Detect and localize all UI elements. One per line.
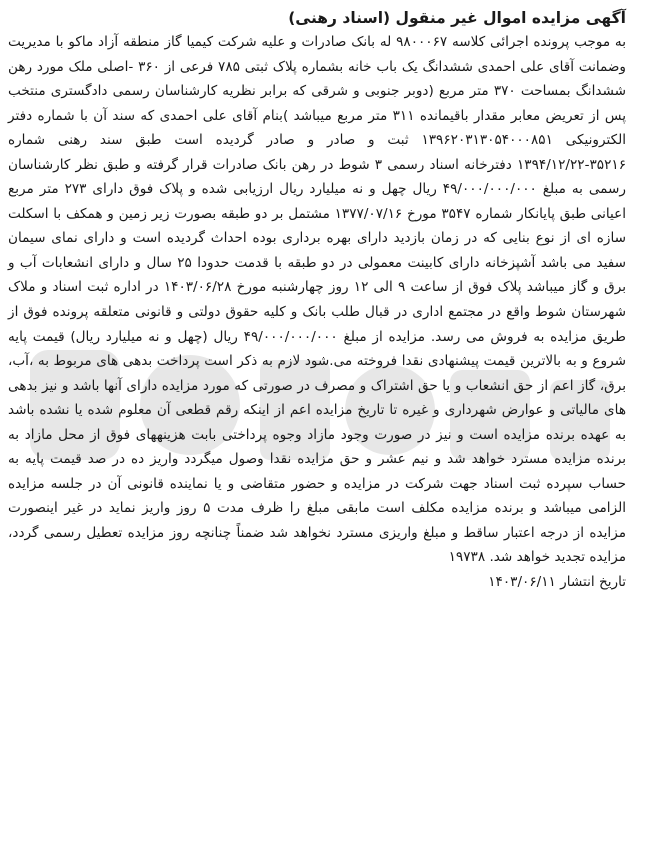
notice-body: به موجب پرونده اجرائی کلاسه ۹۸۰۰۰۶۷ له بانک صادرات و علیه شرکت کیمیا گاز منطقه آزاد ماکو با مدیریت وضمانت آقای علی احمدی ششدانگ یک باب خانه بشماره پلاک ثبتی ۷۸۵ فرعی از ۳۶۰ -اصلی ملک مورد رهن ششدانگ بمساحت ۳۷۰ متر مربع (دوبر جنوبی و شرقی که برابر نظریه کارشناسان رسمی دادگستری منتخب پس از تعریض معابر مقدار باقیمانده ۳۱۱ متر مربع میباشد )بنام آقای علی احمدی که سند آن با شماره دفتر الکترونیکی ۱۳۹۶۲۰۳۱۳۰۵۴۰۰۰۸۵۱ ثبت و صادر و صادر گردیده است طبق سند رهنی شماره ۳۵۲۱۶-۱۳۹۴/۱۲/۲۲ دفترخانه اسناد رسمی ۳ شوط در رهن بانک صادرات قرار گرفته و طبق نظر کارشناسان رسمی به مبلغ ۴۹/۰۰۰/۰۰۰/۰۰۰ ریال چهل و نه میلیارد ریال ارزیابی شده و پلاک فوق دارای ۲۷۳ متر مربع اعیانی طبق پایانکار شماره ۳۵۴۷ مورخ ۱۳۷۷/۰۷/۱۶ مشتمل بر دو طبقه بصورت زیر زمین و همکف با اسکلت سازه ای از نوع بنایی که در زمان بازدید دارای بهره برداری بوده احداث گردیده است و دارای نمای سیمان سفید می باشد آشپزخانه دارای کابینت معمولی در دو طبقه با قدمت حدودا ۲۵ سال و دارای انشعابات آب و برق و گاز میباشد پلاک فوق از ساعت ۹ الی ۱۲ روز چهارشنبه مورخ ۱۴۰۳/۰۶/۲۸ در اداره ثبت اسناد و ملاک شهرستان شوط واقع در مجتمع اداری در قبال طلب بانک و کلیه حقوق دولتی و قانونی متعلقه پرونده فوق از طریق مزایده به فروش می رسد. مزایده از مبلغ ۴۹/۰۰۰/۰۰۰/۰۰۰ ریال (چهل و نه میلیارد ریال) قیمت پایه شروع و به بالاترین قیمت پیشنهادی نقدا فروخته می.شود لازم به ذکر است پرداخت بدهی های مربوط به ،آب، برق، گاز اعم از حق انشعاب و یا حق اشتراک و مصرف در صورتی که مورد مزایده دارای آنها باشد و نیز بدهی های مالیاتی و عوارض شهرداری و غیره تا تاریخ مزایده اعم از اینکه رقم قطعی آن معلوم شده یا نشده باشد به عهده برنده مزایده است و نیز در صورت وجود مازاد وجوه پرداختی بابت هزینههای فوق از محل مازاد به برنده مزایده مسترد خواهد شد و نیم عشر و حق مزایده نقدا وصول میگردد واریز ده در صد قیمت پایه به حساب سپرده ثبت اسناد جهت شرکت در مزایده و حضور متقاضی و یا نماینده قانونی آن در جلسه مزایده الزامی میباشد و برنده مزایده مکلف است مابقی مبلغ را ظرف مدت ۵ روز واریز نماید در غیر اینصورت مزایده از درجه اعتبار ساقط و مبلغ واریزی مسترد نخواهد شد ضمناً چنانچه روز مزایده تعطیل رسمی گردد، مزایده تجدید خواهد شد. ۱۹۷۳۸ [8, 34, 627, 566]
publish-date: تاریخ انتشار ۱۴۰۳/۰۶/۱۱ [488, 574, 626, 591]
notice-title: آگهی مزایده اموال غیر منقول (اسناد رهنی) [288, 9, 626, 27]
auction-notice [8, 6, 638, 595]
